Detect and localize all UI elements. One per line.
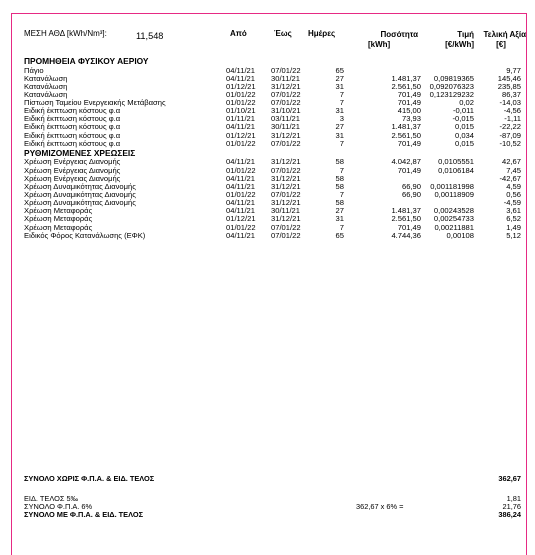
row-days: 31 — [335, 106, 344, 116]
row-from-date: 01/01/22 — [226, 98, 256, 108]
row-description: Χρέωση Ενέργειας Διανομής — [24, 165, 121, 175]
row-description: Πίστωση Ταμείου Ενεργειακής Μετάβασης — [24, 98, 166, 108]
row-days: 7 — [339, 165, 344, 175]
row-final-value: 6,52 — [506, 214, 521, 224]
row-final-value: 86,37 — [501, 89, 521, 99]
row-description: Χρέωση Δυναμικότητας Διανομής — [24, 189, 136, 199]
row-description: Ειδική έκπτωση κόστους φ.α — [24, 106, 121, 116]
row-description: Χρέωση Ενέργειας Διανομής — [24, 173, 121, 183]
row-final-value: 0,56 — [506, 189, 521, 199]
bill-document — [24, 28, 524, 240]
row-from-date: 04/11/21 — [226, 230, 255, 240]
row-quantity: 4.744,36 — [391, 230, 421, 240]
row-unit-price: 0,015 — [454, 138, 474, 148]
row-unit-price: 0,00211881 — [434, 222, 474, 232]
vat-row — [24, 502, 524, 510]
col-value-unit: [€] — [496, 40, 506, 49]
row-quantity: 2.561,50 — [391, 214, 421, 224]
row-from-date: 01/01/22 — [226, 222, 256, 232]
vat-value: 21,76 — [502, 502, 521, 511]
row-days: 31 — [335, 214, 344, 224]
fee-value: 1,81 — [506, 494, 521, 503]
row-days: 7 — [339, 89, 344, 99]
row-days: 31 — [335, 130, 344, 140]
row-final-value: 5,12 — [506, 230, 521, 240]
row-days: 58 — [335, 173, 344, 183]
section-supply-rows — [24, 67, 524, 148]
row-to-date: 07/01/22 — [271, 222, 301, 232]
section-regulated-title: ΡΥΘΜΙΖΟΜΕΝΕΣ ΧΡΕΩΣΕΙΣ — [24, 147, 136, 158]
row-final-value: -87,09 — [499, 130, 521, 140]
avg-gcv-label: ΜΕΣΗ ΑΘΔ [kWh/Nm³]: — [24, 29, 107, 38]
col-price-unit: [€/kWh] — [445, 40, 474, 49]
row-quantity: 701,49 — [397, 138, 421, 148]
col-days: Ημέρες — [308, 29, 336, 38]
row-to-date: 31/12/21 — [271, 214, 301, 224]
row-to-date: 30/11/21 — [271, 73, 300, 83]
row-to-date: 03/11/21 — [271, 114, 300, 124]
row-unit-price: 0,0106184 — [438, 165, 474, 175]
row-from-date: 04/11/21 — [226, 157, 255, 167]
row-final-value: -4,59 — [503, 198, 521, 208]
row-quantity: 1.481,37 — [391, 206, 421, 216]
row-description: Χρέωση Ενέργειας Διανομής — [24, 157, 121, 167]
row-description: Πάγιο — [24, 65, 44, 75]
table-header — [24, 28, 524, 57]
row-quantity: 4.042,87 — [391, 157, 421, 167]
row-quantity: 701,49 — [397, 222, 421, 232]
row-days: 65 — [335, 230, 344, 240]
row-description: Ειδικός Φόρος Κατανάλωσης (ΕΦΚ) — [24, 230, 146, 240]
row-to-date: 07/01/22 — [271, 65, 301, 75]
row-final-value: 1,49 — [506, 222, 521, 232]
row-unit-price: 0,00108 — [446, 230, 474, 240]
row-from-date: 04/11/21 — [226, 73, 255, 83]
row-days: 65 — [335, 65, 344, 75]
row-from-date: 04/11/21 — [226, 198, 255, 208]
col-qty-unit: [kWh] — [368, 40, 391, 49]
row-unit-price: 0,00243528 — [433, 206, 474, 216]
row-unit-price: 0,02 — [459, 98, 474, 108]
row-days: 58 — [335, 198, 344, 208]
row-days: 58 — [335, 157, 344, 167]
row-description: Κατανάλωση — [24, 89, 68, 99]
row-from-date: 01/10/21 — [226, 106, 256, 116]
vat-label: ΣΥΝΟΛΟ Φ.Π.Α. 6% — [24, 502, 93, 511]
avg-gcv-value: 11,548 — [136, 31, 164, 41]
row-days: 7 — [339, 222, 344, 232]
row-unit-price: 0,00254733 — [433, 214, 474, 224]
row-days: 27 — [335, 206, 344, 216]
row-from-date: 01/01/22 — [226, 165, 256, 175]
row-quantity: 701,49 — [397, 89, 421, 99]
row-description: Χρέωση Δυναμικότητας Διανομής — [24, 198, 136, 208]
row-to-date: 31/12/21 — [271, 198, 301, 208]
row-description: Κατανάλωση — [24, 73, 68, 83]
row-to-date: 31/12/21 — [271, 173, 301, 183]
row-quantity: 66,90 — [401, 189, 421, 199]
row-to-date: 07/01/22 — [271, 230, 301, 240]
row-description: Κατανάλωση — [24, 81, 68, 91]
row-unit-price: -0,015 — [452, 114, 474, 124]
fee-row — [24, 494, 524, 502]
row-days: 27 — [335, 73, 344, 83]
row-to-date: 30/11/21 — [271, 122, 300, 132]
fee-label: ΕΙΔ. ΤΕΛΟΣ 5‰ — [24, 494, 78, 503]
row-description: Χρέωση Μεταφοράς — [24, 214, 93, 224]
row-unit-price: 0,00118909 — [434, 189, 474, 199]
grand-total-value: 386,24 — [498, 510, 521, 519]
row-description: Χρέωση Δυναμικότητας Διανομής — [24, 181, 136, 191]
section-supply-title: ΠΡΟΜΗΘΕΙΑ ΦΥΣΙΚΟΥ ΑΕΡΙΟΥ — [24, 56, 149, 66]
row-from-date: 01/01/22 — [226, 138, 256, 148]
row-final-value: 9,77 — [506, 65, 521, 75]
col-value-title: Τελική Αξία — [483, 30, 526, 39]
row-to-date: 31/12/21 — [271, 130, 301, 140]
row-final-value: 145,46 — [497, 73, 521, 83]
col-qty-title: Ποσότητα — [380, 30, 418, 39]
row-from-date: 01/01/22 — [226, 189, 256, 199]
row-days: 27 — [335, 122, 344, 132]
subtotal-row — [24, 474, 524, 483]
row-days: 7 — [339, 98, 344, 108]
grand-total-label: ΣΥΝΟΛΟ ΜΕ Φ.Π.Α. & ΕΙΔ. ΤΕΛΟΣ — [24, 510, 144, 519]
row-quantity: 701,49 — [397, 98, 421, 108]
row-final-value: -4,56 — [503, 106, 521, 116]
row-from-date: 01/01/22 — [226, 89, 256, 99]
row-quantity: 415,00 — [397, 106, 421, 116]
row-description: Ειδική έκπτωση κόστους φ.α — [24, 122, 121, 132]
row-unit-price: 0,123129232 — [429, 89, 474, 99]
row-days: 58 — [335, 181, 344, 191]
row-final-value: -14,03 — [499, 98, 521, 108]
row-to-date: 07/01/22 — [271, 165, 301, 175]
row-from-date: 01/11/21 — [226, 114, 255, 124]
col-qty — [360, 30, 418, 50]
row-unit-price: -0,011 — [453, 106, 474, 116]
row-days: 7 — [339, 138, 344, 148]
row-unit-price: 0,09819365 — [433, 73, 474, 83]
row-to-date: 31/12/21 — [271, 181, 301, 191]
col-price — [424, 30, 474, 50]
row-final-value: 42,67 — [501, 157, 521, 167]
col-price-title: Τιμή — [457, 30, 474, 39]
row-unit-price: 0,034 — [454, 130, 474, 140]
table-row — [24, 232, 524, 240]
row-to-date: 31/10/21 — [271, 106, 301, 116]
row-description: Ειδική έκπτωση κόστους φ.α — [24, 114, 121, 124]
row-from-date: 04/11/21 — [226, 206, 255, 216]
table-row — [24, 140, 524, 148]
row-to-date: 07/01/22 — [271, 89, 301, 99]
subtotal-value: 362,67 — [498, 474, 521, 483]
row-from-date: 01/12/21 — [226, 130, 256, 140]
row-quantity: 1.481,37 — [391, 73, 421, 83]
row-from-date: 01/12/21 — [226, 81, 256, 91]
row-quantity: 73,93 — [401, 114, 421, 124]
row-description: Χρέωση Μεταφοράς — [24, 222, 93, 232]
row-to-date: 31/12/21 — [271, 81, 301, 91]
row-description: Ειδική έκπτωση κόστους φ.α — [24, 130, 121, 140]
row-final-value: 7,45 — [506, 165, 521, 175]
row-quantity: 66,90 — [401, 181, 421, 191]
row-unit-price: 0,015 — [454, 122, 474, 132]
row-final-value: 235,85 — [497, 81, 521, 91]
row-unit-price: 0,092076323 — [429, 81, 474, 91]
row-quantity: 2.561,50 — [391, 81, 421, 91]
row-description: Χρέωση Μεταφοράς — [24, 206, 93, 216]
subtotal-label: ΣΥΝΟΛΟ ΧΩΡΙΣ Φ.Π.Α. & ΕΙΔ. ΤΕΛΟΣ — [24, 474, 155, 483]
row-final-value: 3,61 — [506, 206, 521, 216]
row-to-date: 31/12/21 — [271, 157, 301, 167]
row-to-date: 30/11/21 — [271, 206, 300, 216]
row-quantity: 2.561,50 — [391, 130, 421, 140]
row-to-date: 07/01/22 — [271, 189, 301, 199]
row-quantity: 1.481,37 — [391, 122, 421, 132]
row-unit-price: 0,0105551 — [438, 157, 474, 167]
row-final-value: -22,22 — [499, 122, 521, 132]
row-to-date: 07/01/22 — [271, 98, 301, 108]
col-to: Έως — [274, 29, 292, 38]
row-from-date: 04/11/21 — [226, 173, 255, 183]
row-quantity: 701,49 — [397, 165, 421, 175]
row-from-date: 04/11/21 — [226, 181, 255, 191]
row-unit-price: 0,001181998 — [430, 181, 474, 191]
row-from-date: 04/11/21 — [226, 122, 255, 132]
row-to-date: 07/01/22 — [271, 138, 301, 148]
row-days: 31 — [335, 81, 344, 91]
row-final-value: -1,11 — [504, 114, 521, 124]
row-description: Ειδική έκπτωση κόστους φ.α — [24, 138, 121, 148]
row-days: 3 — [339, 114, 344, 124]
row-from-date: 04/11/21 — [226, 65, 255, 75]
row-final-value: -10,52 — [499, 138, 521, 148]
col-from: Από — [230, 29, 247, 38]
vat-calc: 362,67 x 6% = — [356, 502, 404, 511]
section-regulated-rows — [24, 158, 524, 239]
row-final-value: 4,59 — [506, 181, 521, 191]
row-final-value: -42,67 — [499, 173, 521, 183]
grand-total-row — [24, 510, 524, 518]
row-from-date: 01/12/21 — [226, 214, 256, 224]
col-value — [476, 30, 526, 50]
row-days: 7 — [339, 189, 344, 199]
